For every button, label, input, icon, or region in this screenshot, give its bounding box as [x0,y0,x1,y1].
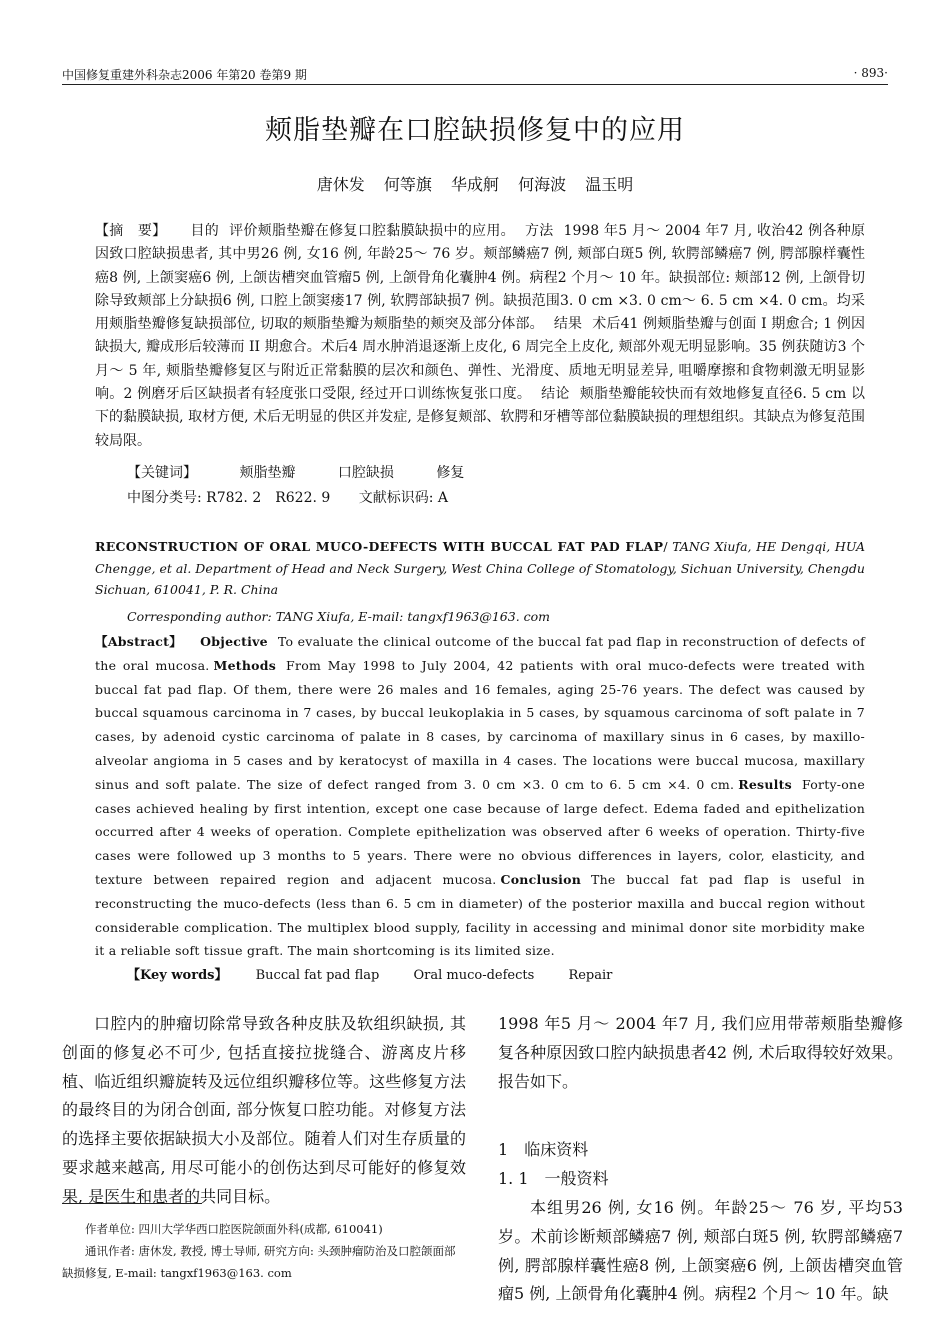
conclusion-text: 颊脂垫瓣能较快而有效地修复直径6. 5 cm 以下的黏膜缺损, 取材方便, 术后无明显的供区并发症, 是修复颊部、软腭和牙槽等部位黏膜缺损的理想组织。其缺点为修复范围较局限。 [95,386,866,449]
english-keyword: Repair [568,968,613,983]
subsection-title: 一般资料 [544,1169,609,1189]
right-column [498,1010,903,1309]
page-number: · 893· [853,66,888,80]
objective-text: 评价颊脂垫瓣在修复口腔黏膜缺损中的应用。 [229,223,515,239]
english-methods-label: Methods [213,657,277,673]
general-data-paragraph: 本组男26 例, 女16 例。年龄25～ 76 岁, 平均53 岁。术前诊断颊部鳞癌7 例, 颊部白斑5 例, 软腭部鳞癌7 例, 腭部腺样囊性癌8 例, 上颌窦癌6 例, 上颌齿槽突血管瘤5 例, 上颌骨角化囊肿4 例。病程2 个月～ 10 年。缺 [498,1197,903,1304]
english-objective-label: Objective [200,634,268,649]
intro-continuation: 1998 年5 月～ 2004 年7 月, 我们应用带蒂颊脂垫瓣修复各种原因致口腔内缺损患者42 例, 术后取得较好效果。报告如下。 [498,1014,903,1091]
abstract-label: 【摘 要】 [95,223,167,239]
keywords-label: 【关键词】 [127,465,197,481]
article-title: 颊脂垫瓣在口腔缺损修复中的应用 [265,115,685,146]
objective-label: 目的 [190,223,220,239]
english-objective-text: To evaluate the clinical outcome of the buccal fat pad flap in reconstruction of defects of the oral mucosa. [95,634,865,673]
corresponding-author: Corresponding author: TANG Xiufa, E-mail: tangxf1963@163. com [127,609,551,624]
affiliation-footnote: 作者单位: 四川大学华西口腔医院颌面外科(成都, 610041) [85,1222,383,1236]
running-head [62,64,888,85]
english-abstract [95,630,865,963]
subsection-heading [498,1165,903,1194]
section-title: 临床资料 [524,1140,589,1160]
english-title: RECONSTRUCTION OF ORAL MUCO-DEFECTS WITH BUCCAL FAT PAD FLAP [95,539,664,554]
intro-paragraph: 口腔内的肿瘤切除常导致各种皮肤及软组织缺损, 其创面的修复必不可少, 包括直接拉拢缝合、游离皮片移植、临近组织瓣旋转及远位组织瓣移位等。这些修复方法的最终目的为闭合创面, 部分恢复口腔功能。对修复方法的选择主要依据缺损大小及部位。随着人们对生存质量的要求越来越高, 用尽可能小的创伤达到尽可能好的修复效果, 是医生和患者的共同目标。 [62,1014,466,1206]
section-heading [498,1136,903,1165]
methods-label: 方法 [524,223,554,239]
english-authors-affiliation: TANG Xiufa, HE Dengqi, HUA Chengge, et al. Department of Head and Neck Surgery, West China College of Stomatology, Sichuan University, Chengdu Sichuan, 610041, P. R. China [95,539,866,597]
english-conclusion-label: Conclusion [500,871,582,887]
clc-number: 中图分类号: R782. 2 R622. 9 [127,490,331,506]
author-list [0,172,950,195]
english-results-label: Results [738,776,792,792]
author-name: 何等旗 [383,175,432,194]
chinese-abstract [95,220,865,453]
document-code: 文献标识码: A [358,490,449,506]
correspondence-footnote: 通讯作者: 唐休发, 教授, 博士导师, 研究方向: 头颈肿瘤防治及口腔颌面部缺损修复, E-mail: tangxf1963@163. com [62,1244,456,1280]
author-name: 华成舸 [450,175,499,194]
english-title-block: RECONSTRUCTION OF ORAL MUCO-DEFECTS WITH BUCCAL FAT PAD FLAP/ TANG Xiufa, HE Dengqi, HUA Chengge, et al. Department of Head and Neck Surgery, West China College of Stomatology, Sichuan University, Chengdu Sichuan, 610041, P. R. China [95,539,866,597]
results-text: 术后41 例颊脂垫瓣与创面 I 期愈合; 1 例因缺损大, 瓣成形后较薄而 II 期愈合。术后4 周水肿消退逐渐上皮化, 6 周完全上皮化, 颊部外观无明显影响。35 例获随访3 个月～ 5 年, 颊脂垫瓣修复区与附近正常黏膜的层次和颜色、弹性、光滑度、质地无明显差异, 咀嚼摩擦和食物刺激无明显影响。2 例磨牙后区缺损者有轻度张口受限, 经过开口训练恢复张口度。 [95,316,865,403]
english-methods-text: From May 1998 to July 2004, 42 patients with oral muco-defects were treated with buccal fat pad flap. Of them, there were 26 males and 16 females, aging 25-76 years. The defect was caused by buccal squamous carcinoma in 7 cases, by buccal leukoplakia in 5 cases, by squamous carcinoma of soft palate in 7 cases, by adenoid cystic carcinoma of palate in 8 cases, by carcinoma of maxillary sinus in 6 cases, by maxillo-alveolar angioma in 5 cases and by keratocyst of maxilla in 4 cases. The locations were buccal mucosa, maxillary sinus and soft palate. The size of defect ranged from 3. 0 cm ×3. 0 cm to 6. 5 cm ×4. 0 cm. [95,657,865,792]
english-abstract-label: 【Abstract】 [95,634,183,649]
conclusion-label: 结论 [541,386,570,403]
subsection-number: 1. 1 [498,1169,529,1189]
english-keyword: Buccal fat pad flap [255,968,380,983]
methods-text: 1998 年5 月～ 2004 年7 月, 收治42 例各种原因致口腔缺损患者, 其中男26 例, 女16 例, 年龄25～ 76 岁。颊部鳞癌7 例, 颊部白斑5 例, 软腭部鳞癌7 例, 腭部腺样囊性癌8 例, 上颌窦癌6 例, 上颌齿槽突血管瘤5 例, 上颌骨角化囊肿4 例。病程2 个月～ 10 年。缺损部位: 颊部12 例, 上颌骨切除导致颊部上分缺损6 例, 口腔上颌窦瘘17 例, 软腭部缺损7 例。缺损范围3. 0 cm ×3. 0 cm～ 6. 5 cm ×4. 0 cm。均采用颊脂垫瓣修复缺损部位, 切取的颊脂垫瓣为颊脂垫的颊突及部分体部。 [95,223,866,333]
english-conclusion-text: The buccal fat pad flap is useful in reconstructing the muco-defects (less than 6. 5 cm in diameter) of the posterior maxilla and buccal region without considerable complication. The multiplex blood supply, facility in accessing and minimal donor site morbidity make it a reliable soft tissue graft. The main shortcoming is its limited size. [95,871,865,959]
author-name: 唐休发 [316,175,365,194]
footnote-divider [62,1203,202,1204]
footnotes [62,1218,466,1284]
keyword: 修复 [436,465,465,481]
results-label: 结果 [553,316,583,333]
journal-citation: 中国修复重建外科杂志2006 年第20 卷第9 期 [62,68,307,82]
chinese-keywords [127,462,502,482]
author-name: 温玉明 [585,175,634,194]
keyword: 颊脂垫瓣 [239,465,296,481]
classification-line [127,487,472,507]
left-column [62,1010,466,1212]
keyword: 口腔缺损 [337,465,394,481]
english-keywords [127,964,642,983]
section-number: 1 [498,1140,509,1160]
english-keywords-label: 【Key words】 [127,968,228,983]
english-keyword: Oral muco-defects [413,968,535,983]
author-name: 何海波 [518,175,567,194]
english-results-text: Forty-one cases achieved healing by first intention, except one case because of large defect. Edema faded and epithelization occurred after 4 weeks of operation. Complete epithelization was observed after 6 weeks of operation. Thirty-five cases were followed up 3 months to 5 years. There were no obvious differences in layers, color, elasticity, and texture between repaired region and adjacent mucosa. [95,776,865,887]
